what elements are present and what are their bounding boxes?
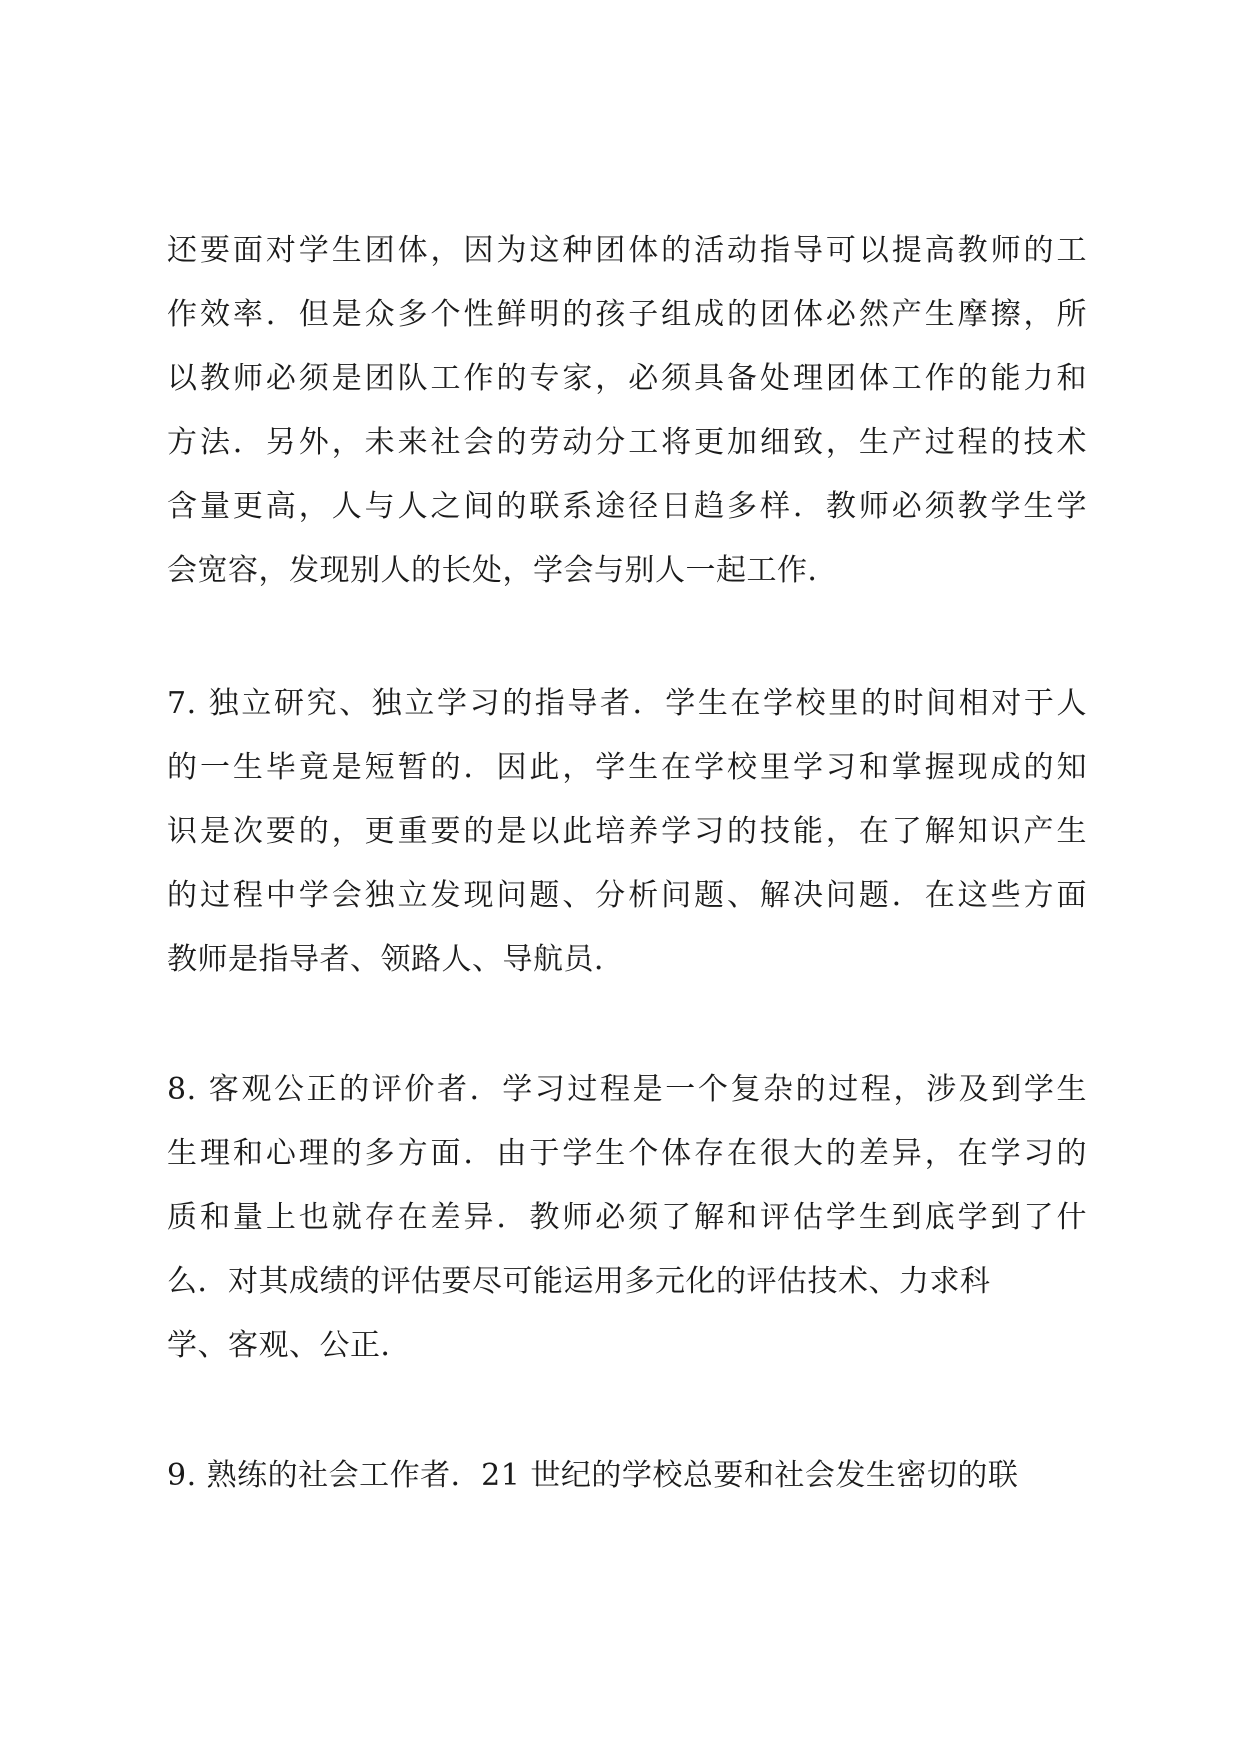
text-line: 生理和心理的多方面．由于学生个体存在很大的差异，在学习的 — [167, 1136, 1087, 1171]
text-line: 识是次要的，更重要的是以此培养学习的技能，在了解知识产生 — [167, 814, 1087, 849]
text-line: 7. 独立研究、独立学习的指导者．学生在学校里的时间相对于人 — [167, 686, 1087, 721]
paragraph-item-9 — [167, 1444, 1087, 1508]
paragraph-item-7 — [167, 672, 1087, 992]
text-line: 9. 熟练的社会工作者．21 世纪的学校总要和社会发生密切的联 — [167, 1458, 1019, 1493]
text-line: 会宽容，发现别人的长处，学会与别人一起工作． — [167, 553, 838, 588]
text-line: 含量更高，人与人之间的联系途径日趋多样．教师必须教学生学 — [167, 489, 1087, 524]
text-line: 作效率．但是众多个性鲜明的孩子组成的团体必然产生摩擦，所 — [167, 297, 1087, 332]
text-line: 的过程中学会独立发现问题、分析问题、解决问题．在这些方面 — [167, 878, 1087, 913]
text-line: 8. 客观公正的评价者．学习过程是一个复杂的过程，涉及到学生 — [167, 1072, 1087, 1107]
text-line: 的一生毕竟是短暂的．因此，学生在学校里学习和掌握现成的知 — [167, 750, 1087, 785]
text-line: 教师是指导者、领路人、导航员． — [167, 942, 625, 977]
text-line: 学、客观、公正． — [167, 1328, 411, 1363]
paragraph-item-8 — [167, 1058, 1087, 1378]
text-line: 还要面对学生团体，因为这种团体的活动指导可以提高教师的工 — [167, 233, 1087, 268]
text-line: 方法．另外，未来社会的劳动分工将更加细致，生产过程的技术 — [167, 425, 1087, 460]
text-line: 以教师必须是团队工作的专家，必须具备处理团体工作的能力和 — [167, 361, 1087, 396]
text-line: 质和量上也就存在差异．教师必须了解和评估学生到底学到了什 — [167, 1200, 1087, 1235]
text-line: 么．对其成绩的评估要尽可能运用多元化的评估技术、力求科 — [167, 1264, 991, 1299]
paragraph-team-work — [167, 219, 1087, 603]
